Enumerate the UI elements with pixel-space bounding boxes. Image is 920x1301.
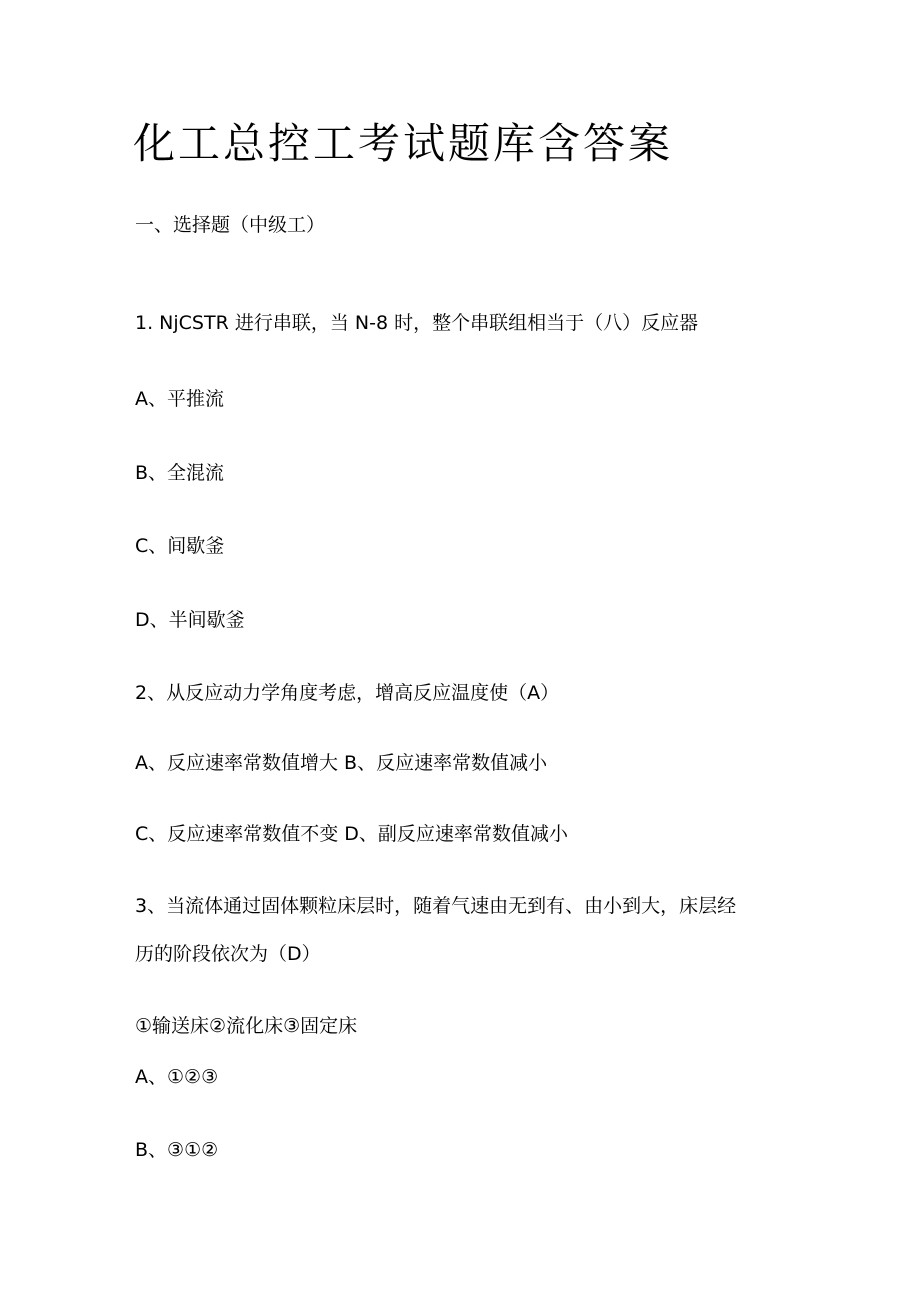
section-heading: 一、选择题（中级工）	[135, 214, 326, 236]
question-2-options-cd: C、反应速率常数值不变 D、副反应速率常数值减小	[135, 823, 568, 845]
question-3-note: ①输送床②流化床③固定床	[135, 1015, 358, 1037]
question-3-option-b: B、③①②	[135, 1139, 219, 1161]
question-1-option-b: B、全混流	[135, 462, 225, 484]
document-title: 化工总控工考试题库含答案	[133, 119, 674, 168]
question-1-option-c: C、间歇釜	[135, 535, 225, 557]
question-1-stem: 1. NjCSTR 进行串联，当 N-8 时，整个串联组相当于（八）反应器	[135, 312, 699, 334]
question-2-options-ab: A、反应速率常数值增大 B、反应速率常数值减小	[135, 752, 548, 774]
question-1-option-d: D、半间歇釜	[135, 609, 245, 631]
question-3-stem-line-1: 3、当流体通过固体颗粒床层时，随着气速由无到有、由小到大，床层经	[135, 895, 737, 917]
question-3-stem-line-2: 历的阶段依次为（D）	[135, 943, 321, 965]
question-3-option-a: A、①②③	[135, 1066, 219, 1088]
question-2-stem: 2、从反应动力学角度考虑，增高反应温度使（A）	[135, 682, 560, 704]
question-1-option-a: A、平推流	[135, 388, 224, 410]
